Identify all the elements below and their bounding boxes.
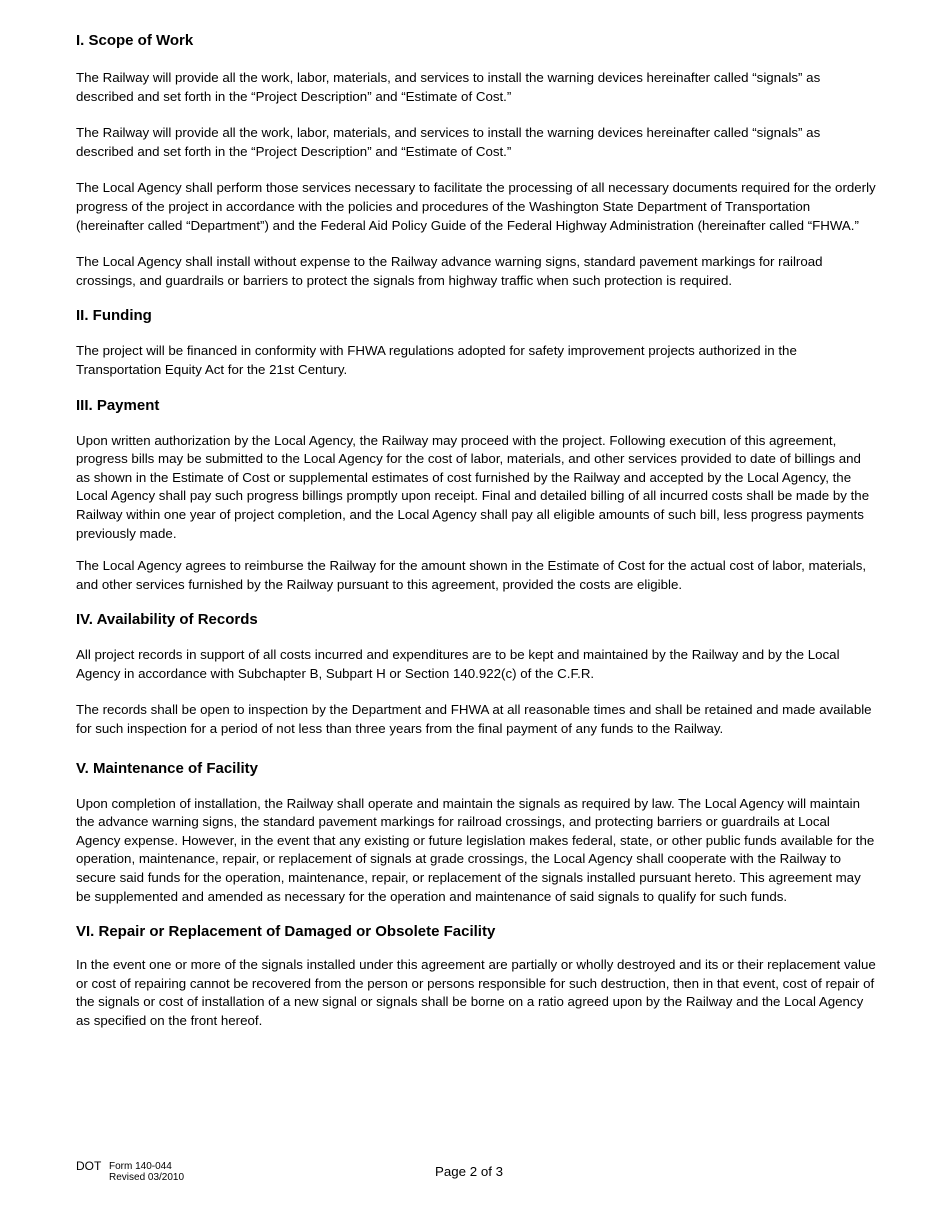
paragraph: The Local Agency agrees to reimburse the Railway for the amount shown in the Estimate of Cost for the actual cost of labor, materials, and other services furnished by the Railway pursuant to this agreement, provided the costs are eligible. — [76, 558, 867, 592]
form-number: Form 140-044 — [109, 1161, 172, 1172]
form-code: DOT — [76, 1159, 102, 1173]
paragraph: The records shall be open to inspection by the Department and FHWA at all reasonable times and shall be retained and made available for such inspection for a period of not less than three years from the final payment of any funds to the Railway. — [76, 702, 872, 737]
paragraph: The Local Agency shall install without expense to the Railway advance warning signs, standard pavement markings for railroad crossings, and guardrails or barriers to protect the signals from highway traffic when such protection is required. — [76, 254, 823, 288]
paragraph: The Local Agency shall perform those services necessary to facilitate the processing of all necessary documents required for the orderly progress of the project in accordance with the policies and procedures of the Washington State Department of Transportation (hereinafter called “Department”) and the Federal Aid Policy Guide of the Federal Highway Administration (hereinafter called “FHWA.” — [76, 180, 876, 233]
section-heading-scope-of-work: I. Scope of Work — [76, 32, 194, 49]
paragraph: Upon completion of installation, the Railway shall operate and maintain the signals as required by law. The Local Agency will maintain the advance warning signs, the standard pavement markings for railroad crossings, and protecting barriers or guardrails at Local Agency expense. However, in the event that any existing or future legislation makes federal, state, or other public funds available for the operation, maintenance, repair, or replacement of signals at grade crossings, the Local Agency shall cooperate with the Railway to secure said funds for the operation, maintenance, repair, or replacement of the signals installed pursuant hereto. This agreement may be supplemented and amended as necessary for the operation and maintenance of said signals to qualify for such funds. — [76, 795, 875, 904]
section-heading-payment: III. Payment — [76, 396, 160, 414]
paragraph: The Railway will provide all the work, labor, materials, and services to install the warning devices hereinafter called “signals” as described and set forth in the “Project Description” and “Estimate of Cost.” — [76, 70, 821, 104]
paragraph: The Railway will provide all the work, labor, materials, and services to install the warning devices hereinafter called “signals” as described and set forth in the “Project Description” and “Estimate of Cost.” — [76, 125, 821, 159]
document-body — [76, 31, 876, 1031]
section-heading-availability-of-records: IV. Availability of Records — [76, 611, 258, 629]
paragraph: All project records in support of all costs incurred and expenditures are to be kept and maintained by the Railway and by the Local Agency in accordance with Subchapter B, Subpart H or Section 140.922(c) of the C.F.R. — [76, 647, 840, 681]
paragraph: Upon written authorization by the Local Agency, the Railway may proceed with the project. Following execution of this agreement, progress bills may be submitted to the Local Agency for the cost of labor, materials, and other services provided to date of billings and as shown in the Estimate of Cost or supplemental estimates of cost furnished by the Railway and accepted by the Local Agency, the Local Agency shall pay such progress billings promptly upon receipt. Final and detailed billing of all incurred costs shall be made by the Railway within one year of project completion, and the Local Agency shall pay all eligible amounts of such bill, less progress payments previously made. — [76, 432, 870, 541]
section-heading-funding: II. Funding — [76, 307, 152, 325]
section-heading-maintenance-of-facility: V. Maintenance of Facility — [76, 759, 258, 777]
page-number: Page 2 of 3 — [435, 1164, 504, 1179]
form-revised-date: Revised 03/2010 — [109, 1172, 185, 1183]
section-heading-repair-or-replacement: VI. Repair or Replacement of Damaged or Obsolete Facility — [76, 923, 496, 941]
page-footer — [76, 1160, 876, 1190]
paragraph: The project will be financed in conformity with FHWA regulations adopted for safety improvement projects authorized in the Transportation Equity Act for the 21st Century. — [76, 343, 797, 377]
paragraph: In the event one or more of the signals installed under this agreement are partially or wholly destroyed and its or their replacement value or cost of repairing cannot be recovered from the person or persons responsible for such destruction, then in that event, cost of repair of the signals or cost of installation of a new signal or signals shall be borne on a ratio agreed upon by the Railway and the Local Agency as specified on the front hereof. — [76, 957, 876, 1028]
